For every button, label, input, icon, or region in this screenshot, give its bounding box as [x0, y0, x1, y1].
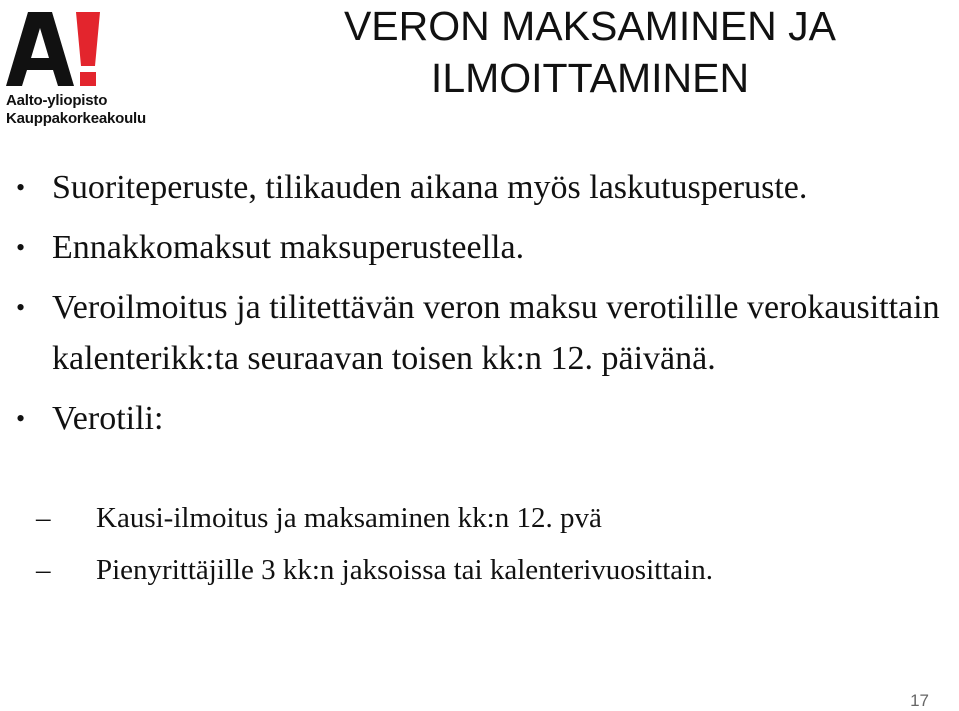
logo-school-name: Kauppakorkeakoulu: [6, 110, 146, 127]
aalto-logo: [6, 12, 156, 127]
sub-bullet-item: [36, 544, 936, 596]
sub-bullet-list: [36, 492, 936, 596]
sub-bullet-text: Kausi-ilmoitus ja maksaminen kk:n 12. pvä: [96, 502, 602, 534]
logo-exclamation-dot: [80, 72, 96, 86]
bullet-item: [12, 393, 952, 444]
page-number: 17: [910, 691, 929, 710]
bullet-marker: •: [16, 404, 26, 433]
slide-title-line-1: VERON MAKSAMINEN JA: [343, 3, 837, 49]
bullet-text: Veroilmoitus ja tilitettävän veron maksu verotilille verokausittain kalenterikk:ta seuraavan toisen kk:n 12. päivänä.: [52, 289, 940, 377]
bullet-marker: •: [16, 293, 26, 322]
bullet-text: Ennakkomaksut maksuperusteella.: [52, 229, 525, 266]
bullet-item: [12, 282, 952, 384]
bullet-text: Suoriteperuste, tilikauden aikana myös laskutusperuste.: [52, 169, 808, 206]
sub-bullet-marker: –: [36, 502, 51, 534]
sub-bullet-text: Pienyrittäjille 3 kk:n jaksoissa tai kalenterivuosittain.: [96, 554, 713, 586]
bullet-item: [12, 222, 952, 273]
aalto-a-exclamation-logo-icon: [6, 12, 102, 86]
bullet-item: [12, 162, 952, 213]
logo-university-name: Aalto-yliopisto: [6, 92, 108, 109]
slide-title: [240, 0, 940, 104]
bullet-marker: •: [16, 173, 26, 202]
slide-title-line-2: ILMOITTAMINEN: [430, 55, 750, 101]
bullet-marker: •: [16, 233, 26, 262]
bullet-text: Verotili:: [52, 400, 164, 437]
logo-exclamation-bar: [76, 12, 100, 66]
sub-bullet-item: [36, 492, 936, 544]
bullet-list: [12, 162, 952, 453]
sub-bullet-marker: –: [36, 554, 51, 586]
